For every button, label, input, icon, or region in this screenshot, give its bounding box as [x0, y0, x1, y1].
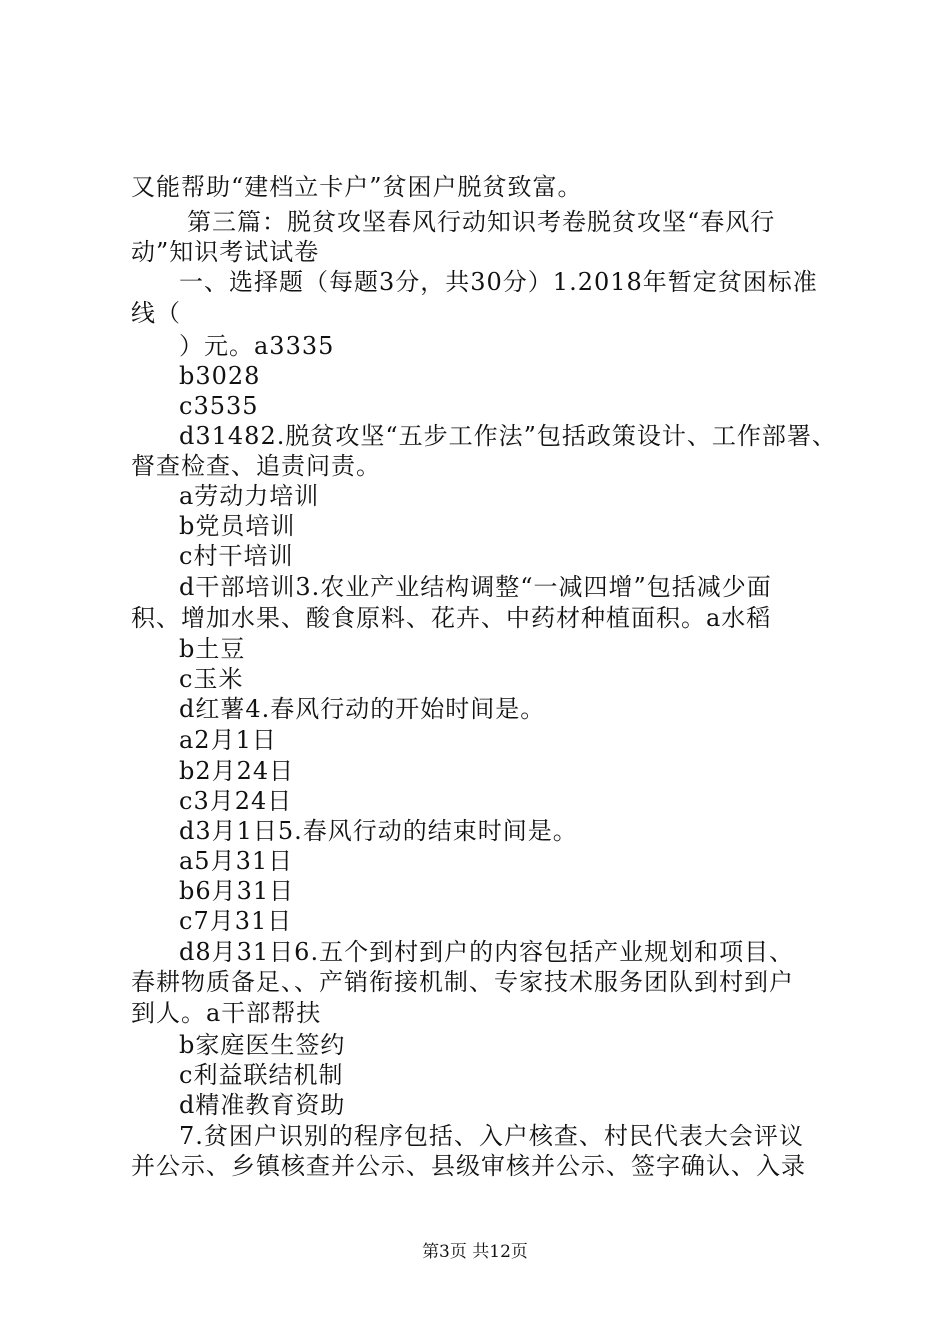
text-line: 到人。a干部帮扶 [131, 999, 322, 1027]
text-line: b2月24日 [179, 757, 295, 785]
text-line: c利益联结机制 [179, 1061, 344, 1089]
text-line: d精准教育资助 [179, 1091, 346, 1119]
text-line: c3535 [179, 392, 259, 420]
text-line: d8月31日6.五个到村到户的内容包括产业规划和项目、 [179, 938, 795, 966]
text-line: c3月24日 [179, 787, 293, 815]
text-line: c玉米 [179, 665, 244, 693]
text-line: b土豆 [179, 635, 246, 663]
text-line: c7月31日 [179, 907, 293, 935]
text-line: 又能帮助“建档立卡户”贫困户脱贫致富。 [131, 173, 583, 201]
text-line: d31482.脱贫攻坚“五步工作法”包括政策设计、工作部署、 [179, 422, 837, 450]
text-line: ）元。a3335 [179, 332, 335, 360]
text-line: c村干培训 [179, 542, 294, 570]
text-line: b家庭医生签约 [179, 1031, 346, 1059]
text-line: b3028 [179, 362, 261, 390]
text-line: 第三篇：脱贫攻坚春风行动知识考卷脱贫攻坚“春风行 [187, 208, 776, 236]
text-line: b党员培训 [179, 512, 296, 540]
text-line: a2月1日 [179, 726, 277, 754]
text-line: 并公示、乡镇核查并公示、县级审核并公示、签字确认、入录 [131, 1152, 806, 1180]
text-line: 积、增加水果、酸食原料、花卉、中药材种植面积。a水稻 [131, 604, 772, 632]
text-line: a5月31日 [179, 847, 294, 875]
text-line: 一、选择题（每题3分，共30分）1.2018年暂定贫困标准 [179, 268, 818, 296]
text-line: d红薯4.春风行动的开始时间是。 [179, 695, 546, 723]
text-line: a劳动力培训 [179, 482, 320, 510]
text-line: 督查检查、追责问责。 [131, 452, 381, 480]
text-line: 线（ [131, 299, 181, 327]
text-line: b6月31日 [179, 877, 295, 905]
text-line: 动”知识考试试卷 [131, 238, 320, 266]
page-number-footer: 第3页 共12页 [422, 1242, 528, 1262]
text-line: 7.贫困户识别的程序包括、入户核查、村民代表大会评议 [179, 1122, 804, 1150]
text-line: d3月1日5.春风行动的结束时间是。 [179, 817, 578, 845]
text-line: 春耕物质备足、、产销衔接机制、专家技术服务团队到村到户 [131, 968, 794, 996]
text-line: d干部培训3.农业产业结构调整“一减四增”包括减少面 [179, 573, 772, 601]
